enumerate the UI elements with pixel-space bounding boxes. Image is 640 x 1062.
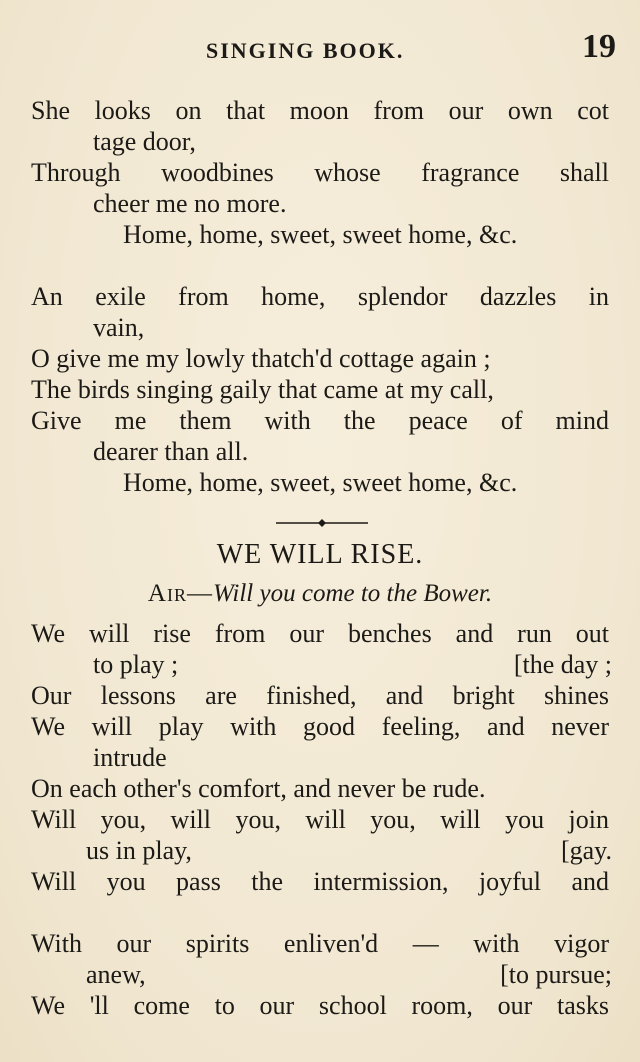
ornament-divider xyxy=(276,519,368,527)
verse2-line6: dearer than all. xyxy=(93,437,249,466)
song-line4: We will play with good feeling, and never xyxy=(31,712,609,741)
song-line12: We 'll come to our school room, our tasks xyxy=(31,991,609,1020)
song-line3: Our lessons are finished, and bright shines xyxy=(31,681,609,710)
air-title: Will you come to the Bower. xyxy=(212,580,493,607)
verse1-line4: cheer me no more. xyxy=(93,189,287,218)
song-line7: Will you, will you, will you, will you join xyxy=(31,805,609,834)
air-line xyxy=(0,578,640,610)
song-line11-turnover: [to pursue; xyxy=(500,960,612,989)
verse2-line3: O give me my lowly thatch'd cottage again ; xyxy=(31,344,491,373)
song-line2: to play ; xyxy=(93,650,179,679)
song-line5: intrude xyxy=(93,743,167,772)
page-number: 19 xyxy=(582,28,616,65)
verse2-line4: The birds singing gaily that came at my call, xyxy=(31,375,494,404)
song-line8: us in play, xyxy=(86,836,192,865)
song-title: WE WILL RISE. xyxy=(216,539,424,570)
verse1-line3: Through woodbines whose fragrance shall xyxy=(31,158,609,187)
verse1-line2: tage door, xyxy=(93,127,196,156)
verse2-line5: Give me them with the peace of mind xyxy=(31,406,609,435)
song-line11: anew, xyxy=(86,960,146,989)
verse2-line2: vain, xyxy=(93,313,145,342)
verse1-chorus: Home, home, sweet, sweet home, &c. xyxy=(123,220,518,249)
song-line2-turnover: [the day ; xyxy=(513,650,612,679)
song-line10: With our spirits enliven'd — with vigor xyxy=(31,929,609,958)
divider-diamond-icon xyxy=(276,519,368,527)
verse2-line1: An exile from home, splendor dazzles in xyxy=(31,282,609,311)
song-line8-turnover: [gay. xyxy=(560,836,612,865)
song-line9: Will you pass the intermission, joyful and xyxy=(31,867,609,896)
song-line1: We will rise from our benches and run out xyxy=(31,619,609,648)
verse2-chorus: Home, home, sweet, sweet home, &c. xyxy=(123,468,518,497)
verse1-line1: She looks on that moon from our own cot xyxy=(31,96,609,125)
air-label: Air— xyxy=(147,580,213,607)
page-header xyxy=(0,28,640,72)
running-head: SINGING BOOK. xyxy=(206,38,405,63)
song-line6: On each other's comfort, and never be rude. xyxy=(31,774,486,803)
